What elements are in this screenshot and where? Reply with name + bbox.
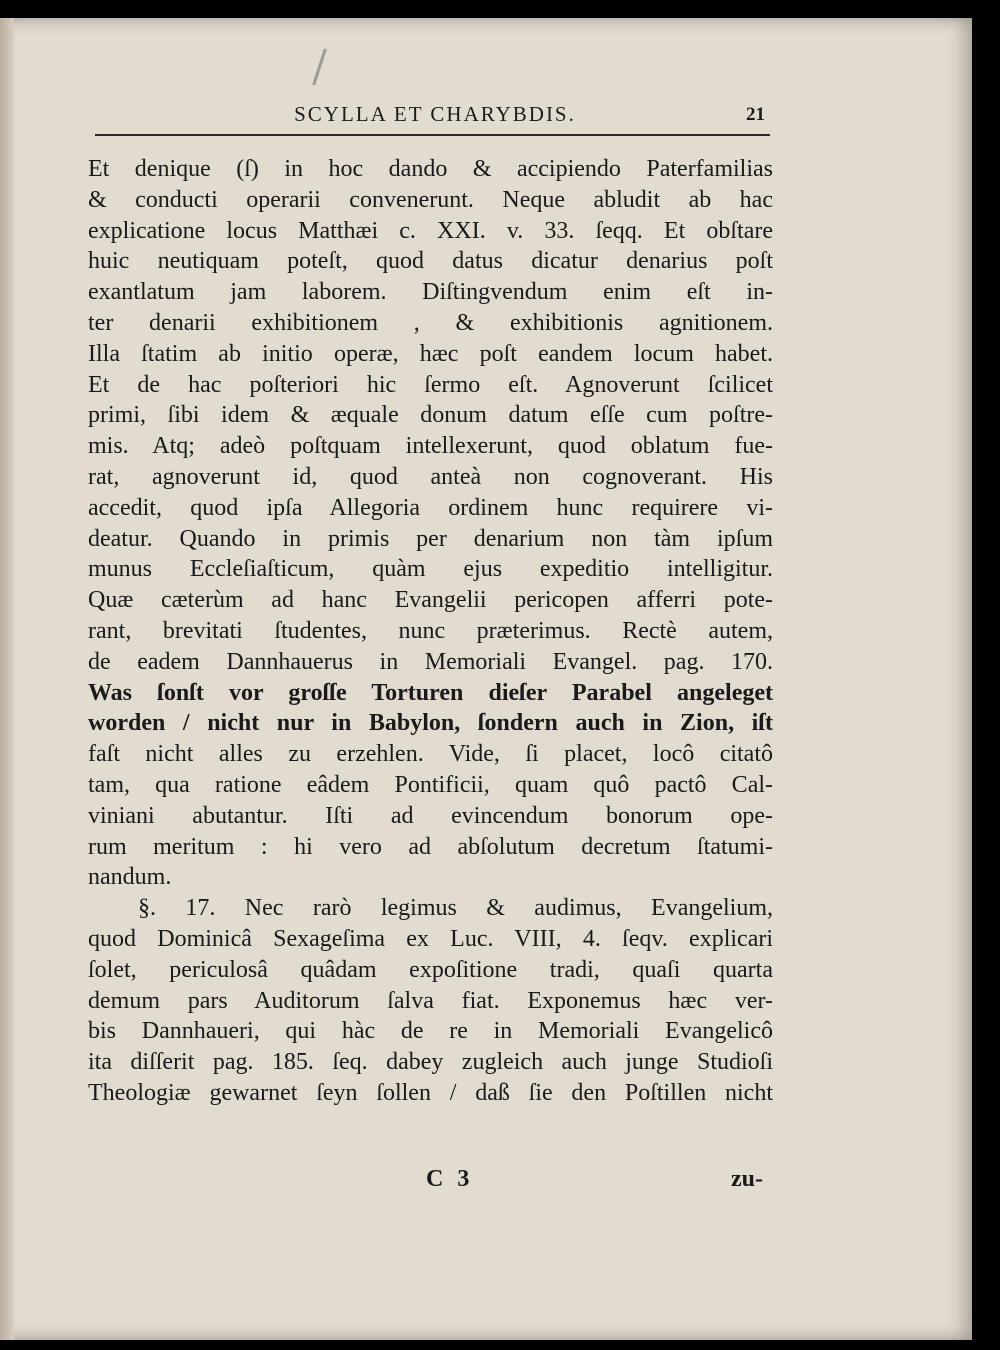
text-line: accedit, quod ipſa Allegoria ordinem hunc requirere vi- [88,494,773,521]
text-line-fraktur: worden / nicht nur in Babylon, ſondern auch in Zion, iſt [88,710,773,737]
text-line: Et denique (ſ) in hoc dando & accipiendo Paterfamilias [88,156,773,182]
running-title: SCYLLA ET CHARYBDIS. [294,102,576,126]
book-page [0,18,972,1340]
text-line: viniani abutantur. Iſti ad evincendum bonorum ope- [88,802,773,829]
text-line: rum meritum : hi vero ad abſolutum decretum ſtatumi- [88,833,773,860]
text-line: faſt nicht alles zu erzehlen. Vide, ſi placet, locô citatô [88,741,773,768]
text-line: ſolet, periculosâ quâdam expoſitione tradi, quaſi quarta [88,956,773,983]
text-line: bis Dannhaueri, qui hàc de re in Memoriali Evangelicô [88,1018,773,1045]
text-line: ter denarii exhibitionem , & exhibitionis agnitionem. [88,309,773,336]
signature-mark: C 3 [426,1166,474,1192]
text-line: nandum. [88,864,172,891]
pencil-mark [312,48,327,85]
text-line: rant, brevitati ſtudentes, nunc præterimus. Rectè autem, [88,617,773,644]
text-line: deatur. Quando in primis per denarium non tàm ipſum [88,525,773,552]
text-line: rat, agnoverunt id, quod anteà non cognoverant. His [88,463,773,490]
text-line: primi, ſibi idem & æquale donum datum eſſe cum poſtre- [88,402,773,429]
text-line: explicatione locus Matthæi c. XXI. v. 33. ſeqq. Et obſtare [88,217,773,244]
text-line: quod Dominicâ Sexageſima ex Luc. VIII, 4. ſeqv. explicari [88,925,773,952]
text-line: huic neutiquam poteſt, quod datus dicatur denarius poſt [88,248,773,275]
text-line: Quæ cæterùm ad hanc Evangelii pericopen afferri pote- [88,587,773,614]
text-line: demum pars Auditorum ſalva fiat. Exponemus hæc ver- [88,987,773,1014]
text-line: tam, qua ratione eâdem Pontificii, quam quô pactô Cal- [88,771,773,798]
text-line: munus Eccleſiaſticum, quàm ejus expeditio intelligitur. [88,556,773,583]
body-text [88,154,773,1109]
header-rule [95,134,770,136]
text-line: de eadem Dannhauerus in Memoriali Evangel. pag. 170. [88,648,773,675]
page-footer [88,1166,773,1200]
text-line: Illa ſtatim ab initio operæ, hæc poſt eandem locum habet. [88,340,773,367]
page-header [95,102,770,142]
text-line: ita diſſerit pag. 185. ſeq. dabey zugleich auch junge Studioſi [88,1049,773,1076]
text-line: Et de hac poſteriori hic ſermo eſt. Agnoverunt ſcilicet [88,371,773,398]
text-line: exantlatum jam laborem. Diſtingvendum enim eſt in- [88,279,773,306]
catchword: zu- [731,1166,763,1192]
text-line: Theologiæ gewarnet ſeyn ſollen / daß ſie den Poſtillen nicht [88,1079,773,1106]
text-line-fraktur: Was ſonſt vor groſſe Torturen dieſer Parabel angeleget [88,679,773,706]
text-line: mis. Atq; adeò poſtquam intellexerunt, quod oblatum fue- [88,433,773,460]
page-number: 21 [746,104,765,125]
page-gutter-edge [0,18,14,1340]
section-start-line: §. 17. Nec rarò legimus & audimus, Evangelium, [138,895,773,922]
text-line: & conducti operarii convenerunt. Neque abludit ab hac [88,186,773,213]
